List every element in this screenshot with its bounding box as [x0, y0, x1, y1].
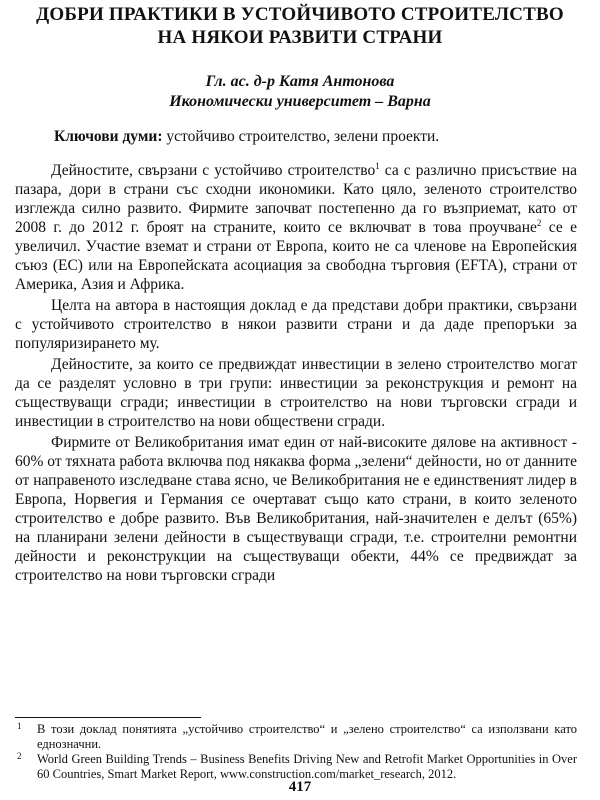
title-line-2: НА НЯКОИ РАЗВИТИ СТРАНИ [157, 27, 443, 48]
footnote-ref-1: 1 [375, 160, 380, 171]
footnote-text: World Green Building Trends – Business Benefits Driving New and Retrofit Market Opportunities in Over 60 Countries, Smart Market Report, www.construction.com/market_research, 2012. [37, 752, 577, 781]
paragraph-1-part-a: Дейностите, свързани с устойчиво строителство [51, 162, 376, 179]
footnote-number: 1 [17, 721, 22, 731]
paragraph-2: Целта на автора в настоящия доклад е да представи добри практики, свързани с устойчивото строителство в някои развити страни и да даде препоръки за популяризирането му. [15, 297, 577, 352]
footnote-text: В този доклад понятията „устойчиво строителство“ и „зелено строителство“ са използвани като еднозначни. [37, 722, 577, 751]
keywords [54, 127, 574, 147]
paragraph-1-part-b: са с различно присъствие на пазара, дори в страни със сходни икономики. Като цяло, зеленото строителство изглежда силно развито. Фирмите започват постепенно да го възприемат, като от 2008 г. до 2012 г. броят на страните, които се включват в това проучване [15, 162, 577, 236]
footnotes [15, 722, 577, 782]
body-text [15, 161, 577, 585]
keywords-label: Ключови думи: [54, 128, 163, 145]
author-name: Гл. ас. д-р Катя Антонова [205, 73, 395, 90]
footnote-divider [15, 717, 201, 718]
page-number: 417 [288, 779, 312, 795]
footnote-1 [15, 722, 577, 752]
keywords-text: устойчиво строителство, зелени проекти. [166, 128, 440, 145]
footnote-number: 2 [17, 751, 22, 761]
paragraph-1-part-c: се е увеличил. Участие вземат и страни от Европа, които не са членове на Европейския съюз (ЕС) или на Европейската асоциация за свободна търговия (EFTA), страни от Америка, Азия и Африка. [15, 219, 577, 293]
paragraph-4: Фирмите от Великобритания имат един от най-високите дялове на активност - 60% от тяхната работа включва под някаква форма „зелени“ дейности, но от данните от направеното изследване става ясно, че Великобритания не е единственият лидер в Европа, Норвегия и Германия се очертават също като страни, в които зеленото строителство е добре развито. Във Великобритания, най-значителен е делът (65%) на планирани зелени дейности в съществуващи сгради, т.е. строителни ремонтни дейности и реконструкции на съществуващи обекти, 44% се предвиждат за строителство на нови търговски сгради [15, 434, 578, 584]
footnote-ref-2: 2 [536, 217, 542, 228]
title-line-1: ДОБРИ ПРАКТИКИ В УСТОЙЧИВОТО СТРОИТЕЛСТВО [36, 4, 564, 25]
author-affiliation: Икономически университет – Варна [169, 93, 431, 110]
paragraph-1 [15, 161, 577, 294]
paragraph-3: Дейностите, за които се предвиждат инвестиции в зелено строителство могат да се разделят условно в три групи: инвестиции за реконструкция и ремонт на съществуващи сгради; инвестиции в строителство на нови търговски сгради и инвестиции в строителство на нови обществени сгради. [15, 356, 577, 430]
